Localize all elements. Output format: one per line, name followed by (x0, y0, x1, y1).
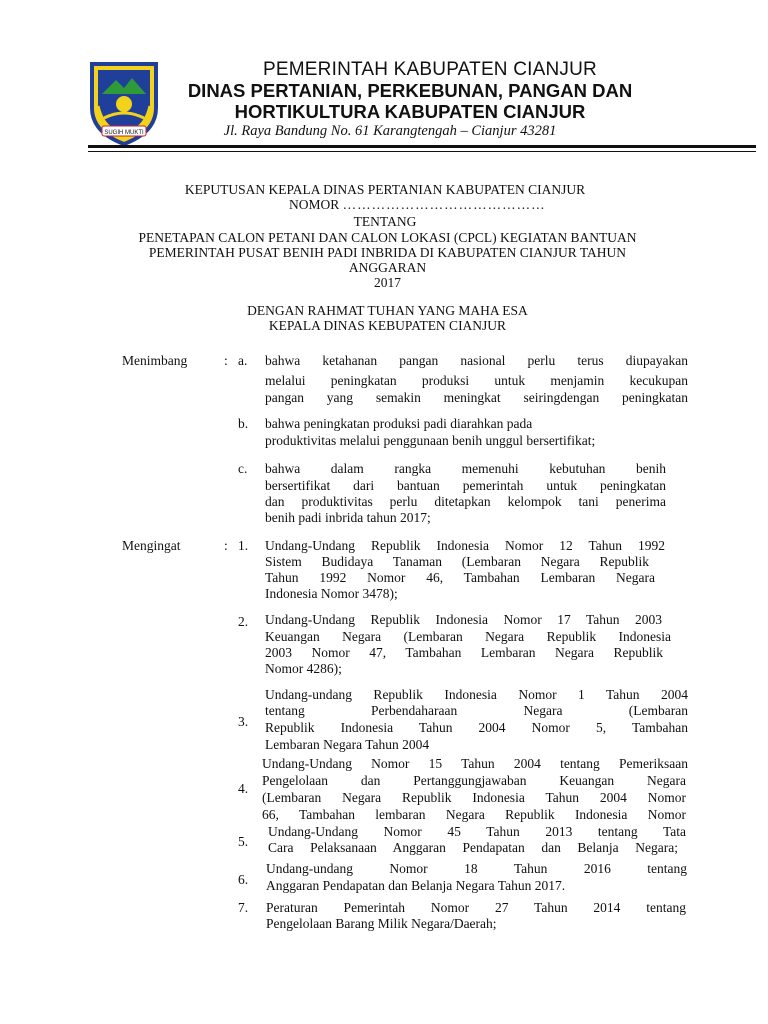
subject-line-3: ANGGARAN (348, 260, 427, 275)
blessing-line: DENGAN RAHMAT TUHAN YANG MAHA ESA (247, 303, 528, 318)
menimbang-colon: : (224, 353, 228, 368)
mengingat-marker-7: 7. (238, 900, 249, 915)
mengingat-5-line-2: Cara Pelaksanaan Anggaran Pendapatan dan Belanja Negara; (268, 840, 678, 855)
menimbang-b-line-1: bahwa peningkatan produksi padi diarahkan pada (265, 416, 533, 431)
mengingat-2-line-1: Undang-Undang Republik Indonesia Nomor 17 Tahun 2003 (265, 612, 662, 627)
letterhead-rule-thick (88, 145, 756, 148)
mengingat-colon: : (224, 538, 228, 553)
mengingat-1-line-2: Sistem Budidaya Tanaman (Lembaran Negara Republik (265, 554, 649, 569)
mengingat-7-line-2: Pengelolaan Barang Milik Negara/Daerah; (266, 916, 497, 931)
menimbang-a-line-3: pangan yang semakin meningkat seiringdengan peningkatan (265, 390, 688, 405)
menimbang-label: Menimbang (122, 353, 188, 368)
letterhead-rule-thin (88, 151, 756, 152)
mengingat-3-line-2: tentang Perbendaharaan Negara (Lembaran (265, 703, 688, 718)
subject-year: 2017 (374, 275, 401, 290)
mengingat-marker-4: 4. (238, 781, 249, 796)
emblem-shield-icon (88, 60, 160, 146)
mengingat-2-line-2: Keuangan Negara (Lembaran Negara Republik Indonesia (265, 629, 671, 644)
mengingat-label: Mengingat (122, 538, 181, 553)
mengingat-1-line-1: Undang-Undang Republik Indonesia Nomor 12 Tahun 1992 (265, 538, 665, 553)
mengingat-1-line-3: Tahun 1992 Nomor 46, Tambahan Lembaran Negara (265, 570, 655, 585)
menimbang-c-line-4: benih padi inbrida tahun 2017; (265, 510, 431, 525)
mengingat-2-line-4: Nomor 4286); (265, 661, 342, 676)
menimbang-c-line-2: bersertifikat dari bantuan pemerintah untuk peningkatan (265, 478, 666, 493)
mengingat-4-line-4: 66, Tambahan lembaran Negara Republik Indonesia Nomor (262, 807, 686, 822)
regency-emblem (88, 60, 160, 146)
menimbang-a-line-2: melalui peningkatan produksi untuk menjamin kecukupan (265, 373, 688, 388)
menimbang-c-line-3: dan produktivitas perlu ditetapkan kelompok tani penerima (265, 494, 666, 509)
menimbang-a-line-1: bahwa ketahanan pangan nasional perlu terus diupayakan (265, 353, 688, 368)
mengingat-marker-3: 3. (238, 714, 249, 729)
nomor-placeholder: …………………………………… (342, 197, 546, 212)
menimbang-marker-c: c. (238, 461, 248, 476)
svg-text:SUGIH MUKTI: SUGIH MUKTI (104, 130, 144, 136)
letterhead-office-line2: HORTIKULTURA KABUPATEN CIANJUR (234, 101, 586, 122)
menimbang-b-line-2: produktivitas melalui penggunaan benih unggul bersertifikat; (265, 433, 596, 448)
mengingat-3-line-4: Lembaran Negara Tahun 2004 (265, 737, 430, 752)
letterhead-government: PEMERINTAH KABUPATEN CIANJUR (263, 59, 597, 80)
subject-line-1: PENETAPAN CALON PETANI DAN CALON LOKASI (CPCL) KEGIATAN BANTUAN (138, 230, 637, 245)
mengingat-1-line-4: Indonesia Nomor 3478); (265, 586, 398, 601)
mengingat-2-line-3: 2003 Nomor 47, Tambahan Lembaran Negara Republik (265, 645, 663, 660)
mengingat-marker-5: 5. (238, 834, 249, 849)
mengingat-7-line-1: Peraturan Pemerintah Nomor 27 Tahun 2014 tentang (266, 900, 686, 915)
mengingat-marker-6: 6. (238, 872, 249, 887)
authority-line: KEPALA DINAS KEBUPATEN CIANJUR (268, 318, 507, 333)
mengingat-marker-2: 2. (238, 614, 249, 629)
mengingat-4-line-3: (Lembaran Negara Republik Indonesia Tahun 2004 Nomor (262, 790, 686, 805)
subject-line-2: PEMERINTAH PUSAT BENIH PADI INBRIDA DI KABUPATEN CIANJUR TAHUN (148, 245, 627, 260)
menimbang-marker-a: a. (238, 353, 248, 368)
mengingat-6-line-1: Undang-undang Nomor 18 Tahun 2016 tentang (266, 861, 687, 876)
menimbang-c-line-1: bahwa dalam rangka memenuhi kebutuhan benih (265, 461, 666, 476)
decree-number (289, 196, 589, 213)
tentang-label: TENTANG (353, 214, 417, 229)
decree-title: KEPUTUSAN KEPALA DINAS PERTANIAN KABUPATEN CIANJUR (184, 182, 586, 197)
mengingat-marker-1: 1. (238, 538, 249, 553)
letterhead-office-line1: DINAS PERTANIAN, PERKEBUNAN, PANGAN DAN (187, 80, 633, 101)
mengingat-5-line-1: Undang-Undang Nomor 45 Tahun 2013 tentang Tata (268, 824, 686, 839)
mengingat-4-line-2: Pengelolaan dan Pertanggungjawaban Keuangan Negara (262, 773, 686, 788)
mengingat-3-line-3: Republik Indonesia Tahun 2004 Nomor 5, Tambahan (265, 720, 688, 735)
nomor-label: NOMOR (289, 197, 340, 212)
mengingat-4-line-1: Undang-Undang Nomor 15 Tahun 2004 tentang Pemeriksaan (262, 756, 688, 771)
letterhead-address: Jl. Raya Bandung No. 61 Karangtengah – Cianjur 43281 (223, 123, 557, 139)
mengingat-3-line-1: Undang-undang Republik Indonesia Nomor 1 Tahun 2004 (265, 687, 688, 702)
mengingat-6-line-2: Anggaran Pendapatan dan Belanja Negara Tahun 2017. (266, 878, 566, 893)
menimbang-marker-b: b. (238, 416, 249, 431)
